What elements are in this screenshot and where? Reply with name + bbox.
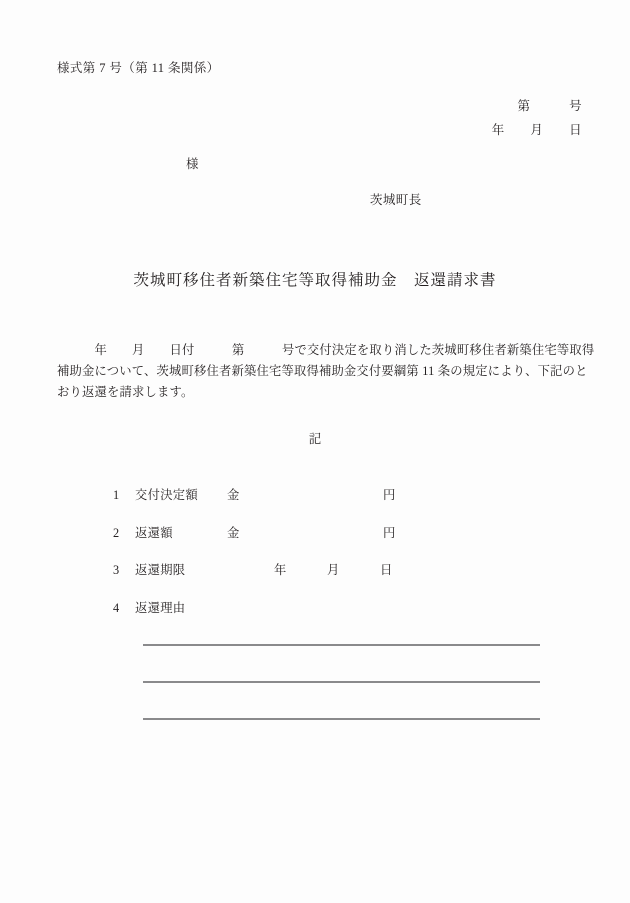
- body-paragraph: [57, 340, 595, 403]
- body-line-1: 年 月 日付 第 号で交付決定を取り消した茨城町移住者新築住宅等取得: [57, 343, 595, 357]
- item-number: 4: [113, 600, 120, 615]
- form-number-header: 様式第 7 号（第 11 条関係）: [57, 61, 220, 75]
- item-number: 1: [113, 488, 120, 502]
- date-year-unit: 年: [274, 563, 287, 577]
- rule-line: [143, 644, 540, 646]
- list-item: [0, 564, 630, 602]
- item-number: 2: [113, 525, 120, 540]
- currency-unit: 円: [383, 525, 396, 540]
- list-item: [0, 489, 630, 527]
- item-label: 返還期限: [135, 563, 186, 577]
- document-title: 茨城町移住者新築住宅等取得補助金 返還請求書: [133, 272, 497, 289]
- item-list: [0, 489, 630, 639]
- rule-line: [143, 681, 540, 683]
- list-item: [0, 602, 630, 640]
- date-day-unit: 日: [380, 563, 393, 577]
- item-number: 3: [113, 563, 120, 577]
- date-month-unit: 月: [327, 563, 340, 577]
- body-line-3: おり返還を請求します。: [57, 385, 194, 399]
- ki-mark: 記: [308, 432, 322, 446]
- issuer-name: 茨城町長: [370, 193, 422, 207]
- item-label: 返還額: [135, 525, 173, 540]
- currency-unit: 円: [383, 488, 396, 502]
- issuance-date-field: 年 月 日: [491, 122, 582, 137]
- item-label: 返還理由: [135, 600, 186, 615]
- issuance-number-field: 第 号: [517, 99, 582, 113]
- issuance-block: [400, 100, 590, 147]
- money-mark: 金: [227, 488, 240, 502]
- body-line-2: 補助金について、茨城町移住者新築住宅等取得補助金交付要綱第 11 条の規定により、下記のと: [57, 364, 588, 378]
- rule-line: [143, 718, 540, 720]
- item-label: 交付決定額: [135, 488, 198, 502]
- addressee-honorific: 様: [186, 157, 199, 171]
- money-mark: 金: [227, 525, 240, 540]
- list-item: [0, 527, 630, 565]
- reason-write-lines: [143, 644, 540, 755]
